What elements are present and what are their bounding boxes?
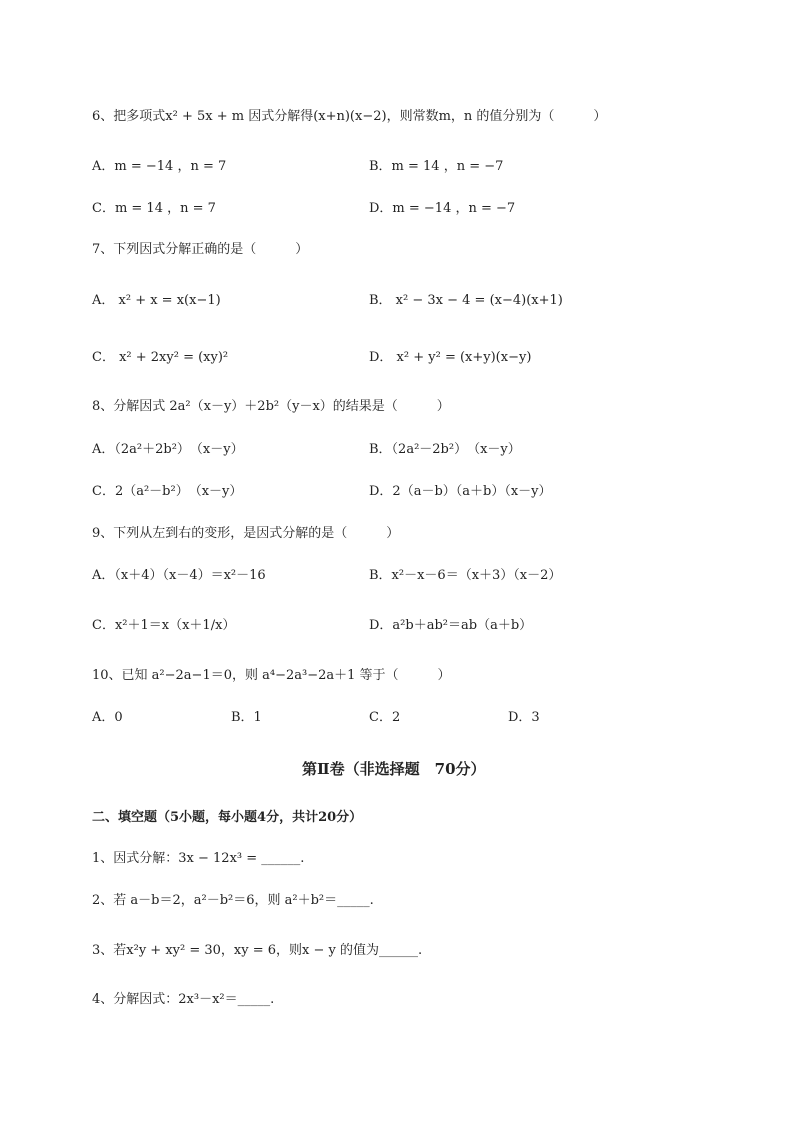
q6-option-c: C．m = 14 ，n = 7 — [92, 201, 216, 216]
fill-question-2: 2、若 a－b＝2，a²－b²＝6，则 a²＋b²＝_____. — [92, 893, 374, 908]
q9-option-c: C．x²＋1＝x（x＋1/x） — [92, 618, 236, 633]
q10-option-c: C．2 — [369, 710, 401, 725]
q9-option-d: D．a²b＋ab²＝ab（a＋b） — [369, 618, 533, 633]
q9-option-b: B．x²－x－6＝（x＋3）（x－2） — [369, 568, 562, 583]
q7-option-d: D． x² + y² = (x+y)(x−y) — [369, 350, 532, 365]
q8-option-c: C．2（a²－b²） （x－y） — [92, 484, 243, 499]
question-8: 8、分解因式 2a²（x－y）＋2b²（y－x）的结果是（ ） — [92, 399, 450, 414]
q6-option-b: B．m = 14 ，n = −7 — [369, 159, 504, 174]
q8-option-b: B．（2a²－2b²） （x－y） — [369, 442, 521, 457]
question-9: 9、下列从左到右的变形，是因式分解的是（ ） — [92, 526, 400, 541]
q8-option-d: D．2（a－b）（a＋b）（x－y） — [369, 484, 552, 499]
question-6: 6、把多项式x² + 5x + m 因式分解得(x+n)(x−2)，则常数m，n 的值分别为（ ） — [92, 109, 607, 124]
part-2-title: 第Ⅱ卷（非选择题 70分） — [302, 760, 486, 778]
section-2-heading: 二、填空题（5小题，每小题4分，共计20分） — [92, 810, 363, 825]
fill-question-1: 1、因式分解：3x − 12x³ = ______. — [92, 851, 305, 866]
q10-option-d: D．3 — [508, 710, 540, 725]
question-10: 10、已知 a²−2a−1＝0，则 a⁴−2a³−2a＋1 等于（ ） — [92, 668, 451, 683]
q7-option-b: B． x² − 3x − 4 = (x−4)(x+1) — [369, 293, 563, 308]
q7-option-a: A． x² + x = x(x−1) — [92, 293, 221, 308]
q9-option-a: A．（x＋4）（x－4）＝x²－16 — [92, 568, 266, 583]
fill-question-4: 4、分解因式：2x³－x²＝_____. — [92, 992, 275, 1007]
question-7: 7、下列因式分解正确的是（ ） — [92, 242, 309, 257]
q7-option-c: C． x² + 2xy² = (xy)² — [92, 350, 229, 365]
q6-option-d: D．m = −14 ，n = −7 — [369, 201, 516, 216]
q6-option-a: A．m = −14 ，n = 7 — [92, 159, 227, 174]
q10-option-a: A．0 — [92, 710, 123, 725]
q10-option-b: B．1 — [231, 710, 262, 725]
fill-question-3: 3、若x²y + xy² = 30，xy = 6，则x − y 的值为______. — [92, 943, 423, 958]
q8-option-a: A．（2a²＋2b²） （x－y） — [92, 442, 244, 457]
